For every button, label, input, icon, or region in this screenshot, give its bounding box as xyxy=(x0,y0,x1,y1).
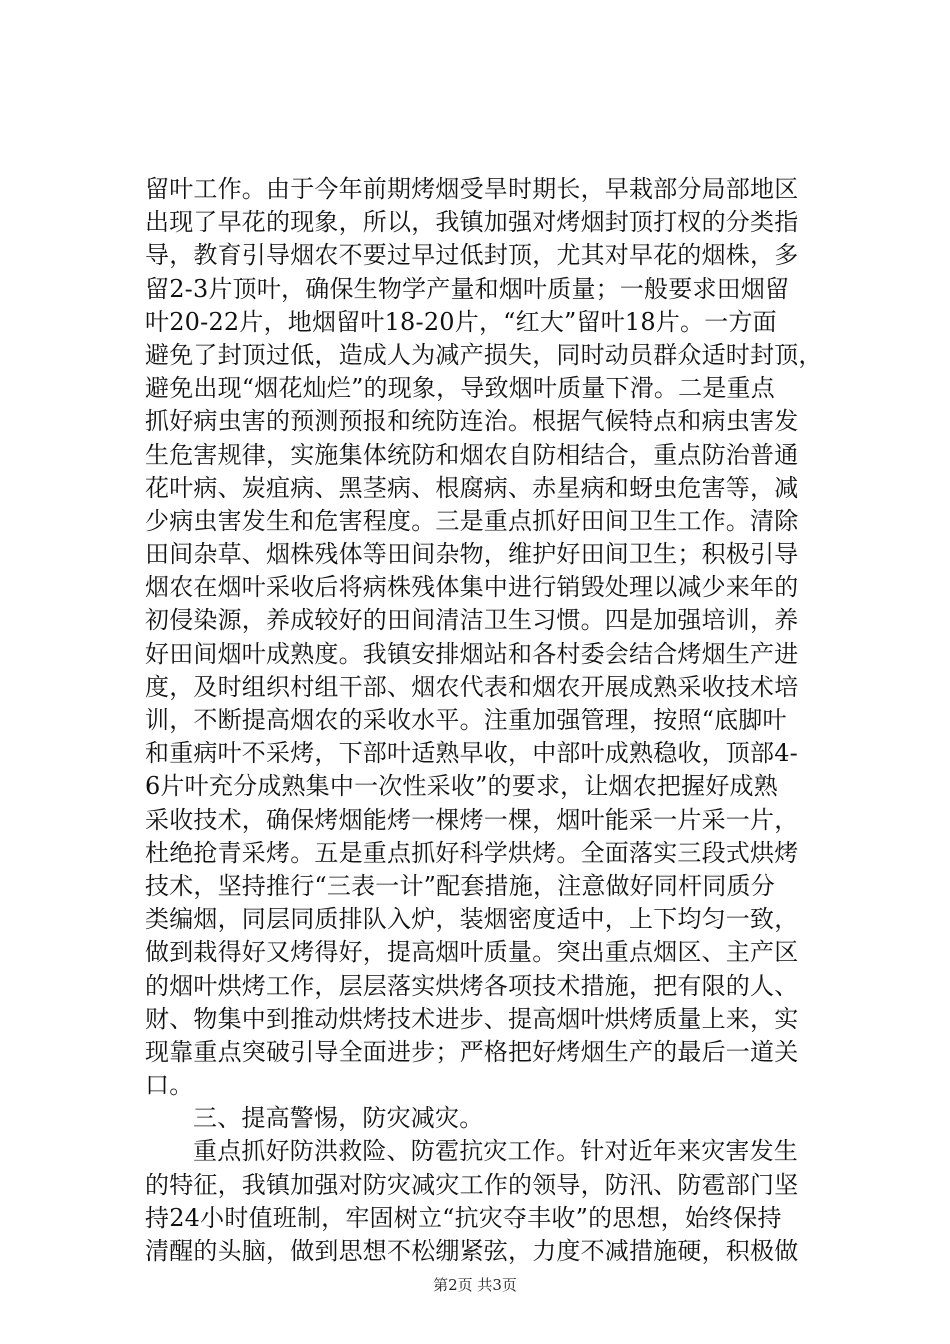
text-line: 采收技术，确保烤烟能烤一棵烤一棵，烟叶能采一片采一片， xyxy=(145,805,799,834)
text-line: 好田间烟叶成熟度。我镇安排烟站和各村委会结合烤烟生产进 xyxy=(145,639,799,668)
text-line: 技术，坚持推行“三表一计”配套措施，注意做好同杆同质分 xyxy=(145,871,775,900)
text-line: 出现了早花的现象，所以，我镇加强对烤烟封顶打杈的分类指 xyxy=(145,208,799,237)
text-line: 杜绝抢青采烤。五是重点抓好科学烘烤。全面落实三段式烘烤 xyxy=(145,838,799,867)
section-heading: 三、提高警惕，防灾减灾。 xyxy=(193,1104,484,1133)
text-line: 花叶病、炭疽病、黑茎病、根腐病、赤星病和蚜虫危害等，减 xyxy=(145,473,799,502)
text-line: 类编烟，同层同质排队入炉，装烟密度适中，上下均匀一致， xyxy=(145,905,799,934)
text-line: 抓好病虫害的预测预报和统防连治。根据气候特点和病虫害发 xyxy=(145,407,799,436)
text-line: 叶20-22片，地烟留叶18-20片，“红大”留叶18片。一方面 xyxy=(145,307,777,336)
text-line: 田间杂草、烟株残体等田间杂物，维护好田间卫生；积极引导 xyxy=(145,540,799,569)
text-line: 口。 xyxy=(145,1071,194,1100)
text-line: 生危害规律，实施集体统防和烟农自防相结合，重点防治普通 xyxy=(145,440,799,469)
text-line: 现靠重点突破引导全面进步；严格把好烤烟生产的最后一道关 xyxy=(145,1037,799,1066)
text-line: 做到栽得好又烤得好，提高烟叶质量。突出重点烟区、主产区 xyxy=(145,938,799,967)
text-line: 和重病叶不采烤，下部叶适熟早收，中部叶成熟稳收，顶部4- xyxy=(145,739,798,768)
text-line: 清醒的头脑，做到思想不松绷紧弦，力度不减措施硬，积极做 xyxy=(145,1237,799,1265)
text-line: 避免出现“烟花灿烂”的现象，导致烟叶质量下滑。二是重点 xyxy=(145,374,775,403)
text-line: 训，不断提高烟农的采收水平。注重加强管理，按照“底脚叶 xyxy=(145,706,787,734)
text-line: 6片叶充分成熟集中一次性采收”的要求，让烟农把握好成熟 xyxy=(145,772,778,801)
text-line: 的烟叶烘烤工作，层层落实烘烤各项技术措施，把有限的人、 xyxy=(145,971,799,1000)
text-line: 留2-3片顶叶，确保生物学产量和烟叶质量；一般要求田烟留 xyxy=(145,274,790,303)
paragraph-first-line: 重点抓好防洪救险、防雹抗灾工作。针对近年来灾害发生 xyxy=(193,1137,798,1166)
body-text xyxy=(145,173,835,1268)
text-line: 持24小时值班制，牢固树立“抗灾夺丰收”的思想，始终保持 xyxy=(145,1203,782,1232)
text-line: 导，教育引导烟农不要过早过低封顶，尤其对早花的烟株，多 xyxy=(145,241,799,270)
text-line: 的特征，我镇加强对防灾减灾工作的领导，防汛、防雹部门坚 xyxy=(145,1170,799,1199)
page-number-footer: 第2页 共3页 xyxy=(433,1276,517,1294)
text-line: 留叶工作。由于今年前期烤烟受旱时期长，早栽部分局部地区 xyxy=(145,175,799,203)
text-line: 度，及时组织村组干部、烟农代表和烟农开展成熟采收技术培 xyxy=(145,672,799,701)
text-line: 烟农在烟叶采收后将病株残体集中进行销毁处理以减少来年的 xyxy=(145,573,799,602)
text-line: 少病虫害发生和危害程度。三是重点抓好田间卫生工作。清除 xyxy=(145,506,799,535)
text-line: 避免了封顶过低，造成人为减产损失，同时动员群众适时封顶， xyxy=(145,340,823,369)
text-line: 初侵染源，养成较好的田间清洁卫生习惯。四是加强培训，养 xyxy=(145,606,799,635)
text-line: 财、物集中到推动烘烤技术进步、提高烟叶烘烤质量上来，实 xyxy=(145,1004,799,1033)
